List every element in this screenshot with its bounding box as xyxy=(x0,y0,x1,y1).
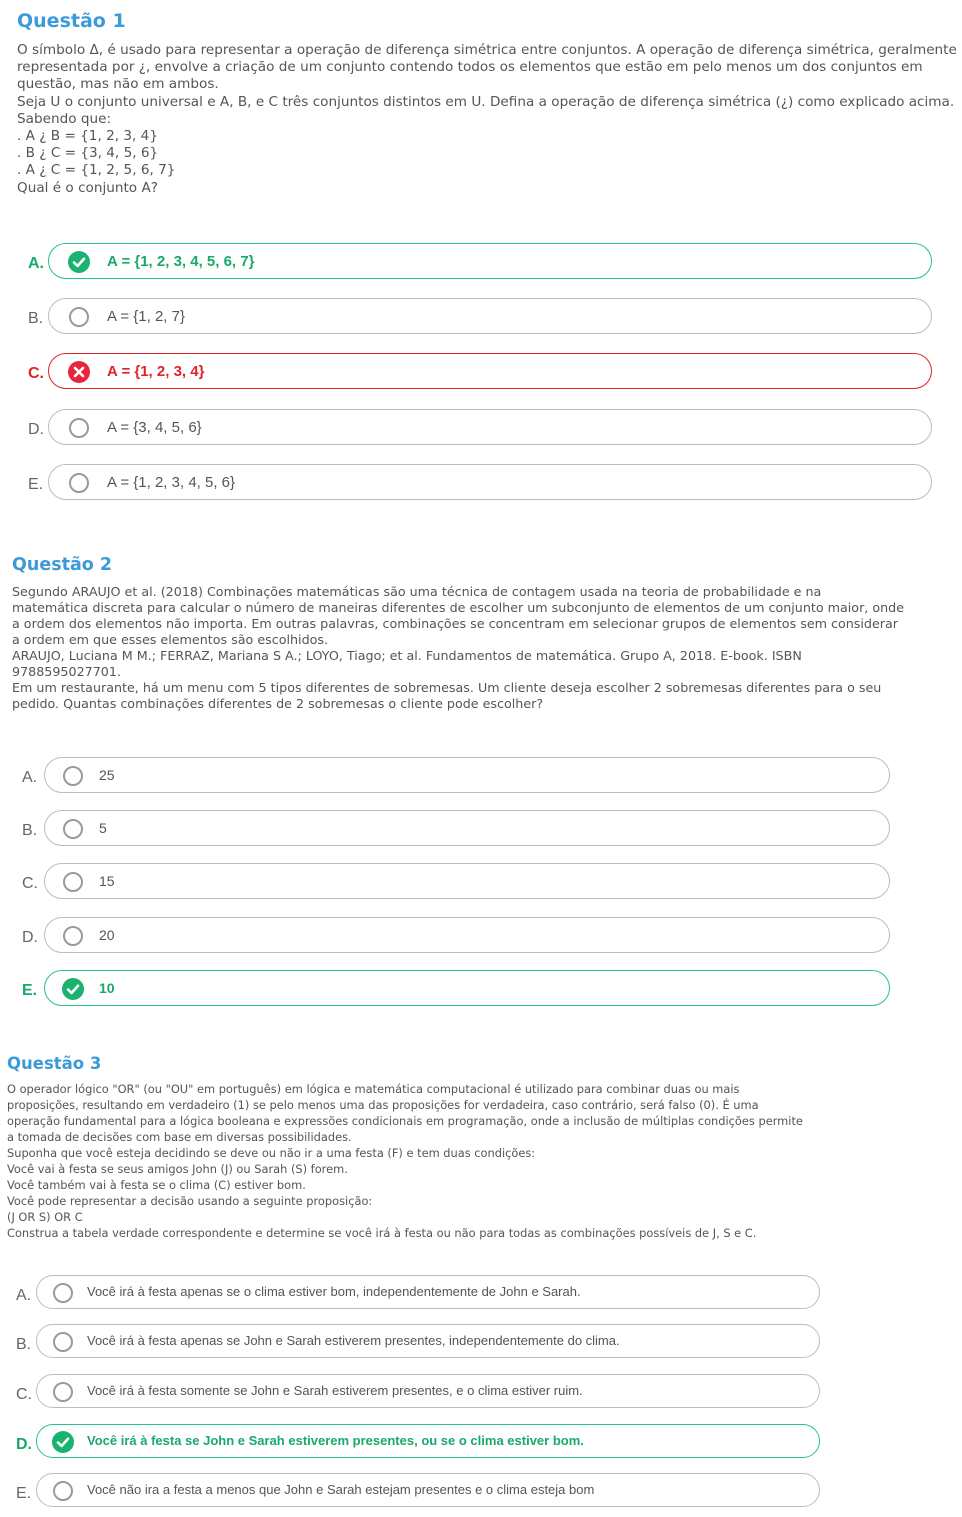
q1-option-a[interactable] xyxy=(28,243,933,277)
statement-line: . B ¿ C = {3, 4, 5, 6} xyxy=(17,145,159,162)
option-box[interactable] xyxy=(48,298,932,334)
option-letter: E. xyxy=(28,476,44,493)
option-box[interactable] xyxy=(36,1275,820,1309)
statement-line: representada por ¿, envolve a criação de um conjunto contendo todos os elementos que estão em pelo menos um dos conjuntos em xyxy=(17,59,923,76)
q2-option-a[interactable] xyxy=(22,757,890,791)
radio-circle-icon[interactable] xyxy=(53,1283,73,1303)
option-box[interactable] xyxy=(44,810,890,846)
option-letter: D. xyxy=(28,421,44,438)
option-box[interactable] xyxy=(48,353,932,389)
question-2-statement xyxy=(12,584,952,712)
option-text: 15 xyxy=(99,873,115,889)
statement-line: a tomada de decisões com base em diversas possibilidades. xyxy=(7,1130,352,1144)
radio-circle-icon[interactable] xyxy=(53,1481,73,1501)
question-2-title: Questão 2 xyxy=(12,555,113,575)
option-text: Você não ira a festa a menos que John e Sarah estejam presentes e o clima esteja bom xyxy=(87,1482,595,1497)
q1-option-b[interactable] xyxy=(28,298,933,332)
radio-circle-icon[interactable] xyxy=(69,307,89,327)
question-3-statement xyxy=(7,1081,957,1241)
option-letter: C. xyxy=(28,365,44,382)
option-box[interactable] xyxy=(48,243,932,279)
option-box[interactable] xyxy=(44,863,890,899)
q2-option-b[interactable] xyxy=(22,810,890,844)
q2-option-c[interactable] xyxy=(22,863,890,897)
statement-line: Qual é o conjunto A? xyxy=(17,179,158,196)
statement-line: Você pode representar a decisão usando a seguinte proposição: xyxy=(7,1194,373,1208)
option-text: 10 xyxy=(99,980,115,996)
statement-line: O operador lógico "OR" (ou "OU" em português) em lógica e matemática computacional é utilizado para combinar duas ou mais xyxy=(7,1082,740,1096)
statement-line: O símbolo Δ, é usado para representar a operação de diferença simétrica entre conjuntos. A operação de diferença simétrica, geralmente xyxy=(17,42,957,58)
option-box[interactable] xyxy=(36,1473,820,1507)
q1-option-e[interactable] xyxy=(28,464,933,498)
correct-check-icon xyxy=(62,978,84,1000)
option-text: 5 xyxy=(99,820,107,836)
option-letter: A. xyxy=(16,1287,32,1304)
radio-circle-icon[interactable] xyxy=(69,418,89,438)
option-text: A = {1, 2, 7} xyxy=(107,308,185,325)
option-letter: D. xyxy=(22,929,38,946)
radio-circle-icon[interactable] xyxy=(63,926,83,946)
radio-circle-icon[interactable] xyxy=(53,1332,73,1352)
option-box[interactable] xyxy=(36,1324,820,1358)
statement-line: matemática discreta para calcular o número de maneiras diferentes de escolher um subconjunto de elementos de um conjunto maior, onde xyxy=(12,600,905,615)
option-letter: E. xyxy=(16,1485,32,1502)
option-letter: C. xyxy=(16,1386,32,1403)
statement-line: Você também vai à festa se o clima (C) estiver bom. xyxy=(7,1178,306,1192)
q2-option-d[interactable] xyxy=(22,917,890,951)
q3-option-a[interactable] xyxy=(16,1275,821,1309)
option-letter: B. xyxy=(22,822,38,839)
option-box[interactable] xyxy=(44,917,890,953)
option-letter: A. xyxy=(22,769,38,786)
option-box[interactable] xyxy=(36,1374,820,1408)
statement-line: Construa a tabela verdade correspondente e determine se você irá à festa ou não para todas as combinações possíveis de J, S e C. xyxy=(7,1226,757,1240)
q3-option-c[interactable] xyxy=(16,1374,821,1408)
option-box[interactable] xyxy=(36,1424,820,1458)
radio-circle-icon[interactable] xyxy=(63,819,83,839)
option-letter: B. xyxy=(16,1336,32,1353)
option-text: A = {1, 2, 3, 4, 5, 6, 7} xyxy=(107,253,255,270)
statement-line: . A ¿ C = {1, 2, 5, 6, 7} xyxy=(17,162,176,179)
option-letter: D. xyxy=(16,1436,32,1453)
q2-option-e[interactable] xyxy=(22,970,890,1004)
q1-option-d[interactable] xyxy=(28,409,933,443)
statement-line: Você vai à festa se seus amigos John (J) ou Sarah (S) forem. xyxy=(7,1162,348,1176)
q3-option-e[interactable] xyxy=(16,1473,821,1507)
statement-line: Segundo ARAUJO et al. (2018) Combinações matemáticas são uma técnica de contagem usada na teoria de probabilidade e na xyxy=(12,584,822,599)
statement-line: (J OR S) OR C xyxy=(7,1210,83,1224)
option-text: Você irá à festa apenas se John e Sarah estiverem presentes, independentemente do clima. xyxy=(87,1333,620,1348)
statement-line: Seja U o conjunto universal e A, B, e C três conjuntos distintos em U. Defina a operação de diferença simétrica (¿) como explicado acima. xyxy=(17,93,955,110)
wrong-x-icon xyxy=(68,361,90,383)
statement-line: proposições, resultando em verdadeiro (1) se pelo menos uma das proposições for verdadeira, caso contrário, será falso (0). É uma xyxy=(7,1098,759,1112)
correct-check-icon xyxy=(52,1431,74,1453)
question-3-title: Questão 3 xyxy=(7,1054,102,1073)
correct-check-icon xyxy=(68,251,90,273)
radio-circle-icon[interactable] xyxy=(63,766,83,786)
statement-line: a ordem em que esses elementos são escolhidos. xyxy=(12,632,329,647)
question-1-statement xyxy=(17,42,957,197)
option-text: A = {1, 2, 3, 4} xyxy=(107,363,205,380)
option-letter: E. xyxy=(22,982,38,999)
option-letter: B. xyxy=(28,310,44,327)
option-text: Você irá à festa somente se John e Sarah estiverem presentes, e o clima estiver ruim. xyxy=(87,1383,583,1398)
option-text: 20 xyxy=(99,927,115,943)
radio-circle-icon[interactable] xyxy=(69,473,89,493)
statement-line: pedido. Quantas combinações diferentes de 2 sobremesas o cliente pode escolher? xyxy=(12,696,544,711)
option-text: A = {1, 2, 3, 4, 5, 6} xyxy=(107,474,236,491)
statement-line: Sabendo que: xyxy=(17,110,112,127)
option-text: Você irá à festa apenas se o clima estiver bom, independentemente de John e Sarah. xyxy=(87,1284,581,1299)
option-box[interactable] xyxy=(48,464,932,500)
statement-line: operação fundamental para a lógica booleana e expressões condicionais em programação, onde a inclusão de múltiplas condições permite xyxy=(7,1114,803,1128)
q1-option-c[interactable] xyxy=(28,353,933,387)
statement-line: Em um restaurante, há um menu com 5 tipos diferentes de sobremesas. Um cliente deseja escolher 2 sobremesas diferentes para o seu xyxy=(12,680,882,695)
option-box[interactable] xyxy=(44,757,890,793)
statement-line: questão, mas não em ambos. xyxy=(17,76,219,93)
option-text: Você irá à festa se John e Sarah estiverem presentes, ou se o clima estiver bom. xyxy=(87,1433,584,1448)
radio-circle-icon[interactable] xyxy=(63,872,83,892)
question-1-title: Questão 1 xyxy=(17,10,126,32)
q3-option-d[interactable] xyxy=(16,1424,821,1458)
option-box[interactable] xyxy=(48,409,932,445)
option-text: A = {3, 4, 5, 6} xyxy=(107,419,202,436)
option-text: 25 xyxy=(99,767,115,783)
option-letter: C. xyxy=(22,875,38,892)
statement-line: Suponha que você esteja decidindo se deve ou não ir a uma festa (F) e tem duas condições: xyxy=(7,1146,536,1160)
statement-line: ARAUJO, Luciana M M.; FERRAZ, Mariana S A.; LOYO, Tiago; et al. Fundamentos de matemática. Grupo A, 2018. E-book. ISBN xyxy=(12,648,802,663)
statement-line: . A ¿ B = {1, 2, 3, 4} xyxy=(17,128,158,145)
option-letter: A. xyxy=(28,255,44,272)
statement-line: 9788595027701. xyxy=(12,664,121,679)
q3-option-b[interactable] xyxy=(16,1324,821,1358)
radio-circle-icon[interactable] xyxy=(53,1382,73,1402)
option-box[interactable] xyxy=(44,970,890,1006)
statement-line: a ordem dos elementos não importa. Em outras palavras, combinações se concentram em selecionar grupos de elementos sem considerar xyxy=(12,616,898,631)
